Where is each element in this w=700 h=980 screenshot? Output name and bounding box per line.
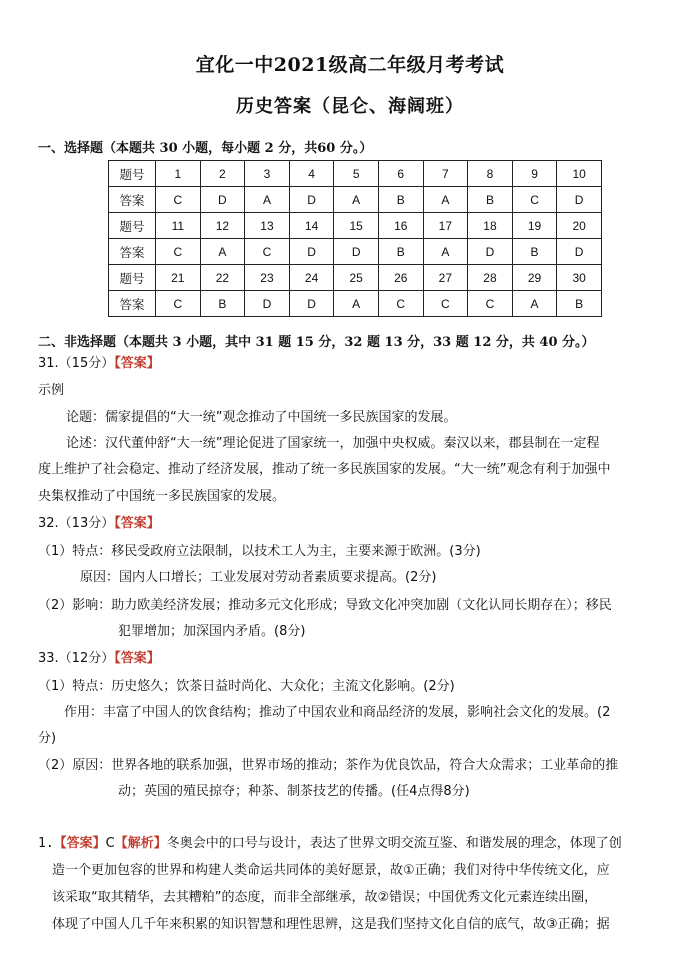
answer-cell: D (557, 239, 602, 265)
explanation-1-line-4: 体现了中国人几千年来积累的知识智慧和理性思辨，这是我们坚持文化自信的底气，故③正确；据 (52, 917, 610, 932)
q32-line-4: 犯罪增加；加深国内矛盾。(8分) (118, 624, 306, 639)
answer-cell: A (423, 187, 468, 213)
answer-cell: D (245, 291, 290, 317)
answer-cell: B (200, 291, 245, 317)
explanation-1-line-2: 造一个更加包容的世界和构建人类命运共同体的美好愿景，故①正确；我们对待中华传统文化，应 (52, 863, 610, 878)
q31-example-label: 示例 (38, 383, 65, 398)
question-number-cell: 7 (423, 161, 468, 187)
section-heading-choice: 一、选择题（本题共 30 小题，每小题 2 分，共60 分。） (38, 141, 373, 156)
table-row-question-numbers (109, 265, 602, 291)
answer-cell: A (334, 187, 379, 213)
answer-cell: C (156, 187, 201, 213)
question-number-cell: 23 (245, 265, 290, 291)
question-number-cell: 3 (245, 161, 290, 187)
question-number-cell: 16 (378, 213, 423, 239)
answer-cell: C (423, 291, 468, 317)
q32-line-3: （2）影响：助力欧美经济发展；推动多元文化形成；导致文化冲突加剧（文化认同长期存在）；移民 (38, 598, 612, 613)
q31-heading: 31.（15分）【答案】 (38, 356, 160, 371)
q31-line-1: 论题：儒家提倡的“大一统”观念推动了中国统一多民族国家的发展。 (66, 410, 457, 425)
question-number-cell: 21 (156, 265, 201, 291)
answer-cell: D (200, 187, 245, 213)
answer-cell: C (245, 239, 290, 265)
row-label-answer: 答案 (109, 291, 156, 317)
answer-cell: C (512, 187, 557, 213)
answer-cell: A (334, 291, 379, 317)
q31-line-3: 度上维护了社会稳定、推动了经济发展，推动了统一多民族国家的发展。“大一统”观念有利于加强中 (38, 462, 611, 477)
question-number-cell: 6 (378, 161, 423, 187)
q33-line-2: 作用：丰富了中国人的饮食结构；推动了中国农业和商品经济的发展，影响社会文化的发展。(2 (64, 705, 611, 720)
document-subtitle: 历史答案（昆仑、海阔班） (236, 96, 464, 117)
answer-cell: D (289, 239, 334, 265)
q33-line-1: （1）特点：历史悠久；饮茶日益时尚化、大众化；主流文化影响。(2分) (38, 679, 455, 694)
question-number-cell: 5 (334, 161, 379, 187)
question-number-cell: 19 (512, 213, 557, 239)
answer-cell: C (156, 239, 201, 265)
row-label-question: 题号 (109, 161, 156, 187)
q32-line-2: 原因：国内人口增长；工业发展对劳动者素质要求提高。(2分) (80, 570, 437, 585)
q33-heading: 33.（12分）【答案】 (38, 651, 160, 666)
question-number-cell: 20 (557, 213, 602, 239)
table-row-question-numbers (109, 213, 602, 239)
answer-tag: 【答案】 (114, 516, 160, 531)
answer-cell: B (468, 187, 513, 213)
answer-cell: C (468, 291, 513, 317)
q31-line-4: 央集权推动了中国统一多民族国家的发展。 (38, 489, 286, 504)
analysis-tag: 【解析】 (114, 836, 167, 851)
answer-cell: C (378, 291, 423, 317)
question-number-cell: 17 (423, 213, 468, 239)
answer-cell: A (200, 239, 245, 265)
question-number-cell: 27 (423, 265, 468, 291)
table-row-answers (109, 291, 602, 317)
answer-cell: D (468, 239, 513, 265)
row-label-answer: 答案 (109, 187, 156, 213)
answer-cell: A (423, 239, 468, 265)
answer-cell: D (334, 239, 379, 265)
table-row-question-numbers (109, 161, 602, 187)
question-number-cell: 22 (200, 265, 245, 291)
question-number-cell: 18 (468, 213, 513, 239)
question-number-cell: 12 (200, 213, 245, 239)
table-row-answers (109, 187, 602, 213)
question-number-cell: 25 (334, 265, 379, 291)
answer-table (108, 160, 602, 317)
answer-cell: B (378, 239, 423, 265)
q33-line-4: （2）原因：世界各地的联系加强，世界市场的推动；茶作为优良饮品，符合大众需求；工业革命的推 (38, 758, 619, 773)
question-number-cell: 11 (156, 213, 201, 239)
row-label-answer: 答案 (109, 239, 156, 265)
question-number-cell: 24 (289, 265, 334, 291)
answer-cell: D (557, 187, 602, 213)
q31-line-2: 论述：汉代董仲舒“大一统”理论促进了国家统一，加强中央权威。秦汉以来，郡县制在一定程 (66, 436, 600, 451)
answer-cell: D (289, 187, 334, 213)
q33-line-5: 动；英国的殖民掠夺；种茶、制茶技艺的传播。(任4点得8分) (118, 784, 470, 799)
q32-line-1: （1）特点：移民受政府立法限制，以技术工人为主，主要来源于欧洲。(3分) (38, 544, 481, 559)
question-number-cell: 9 (512, 161, 557, 187)
answer-cell: A (512, 291, 557, 317)
row-label-question: 题号 (109, 265, 156, 291)
q32-heading: 32.（13分）【答案】 (38, 516, 160, 531)
question-number-cell: 13 (245, 213, 290, 239)
explanation-1-answer: C (105, 836, 115, 851)
answer-cell: B (557, 291, 602, 317)
answer-tag: 【答案】 (114, 356, 160, 371)
question-number-cell: 8 (468, 161, 513, 187)
answer-tag: 【答案】 (53, 836, 106, 851)
question-number-cell: 2 (200, 161, 245, 187)
question-number-cell: 15 (334, 213, 379, 239)
question-number-cell: 28 (468, 265, 513, 291)
question-number-cell: 1 (156, 161, 201, 187)
explanation-1-line-3: 该采取“取其精华，去其糟粕”的态度，而非全部继承，故②错误；中国优秀文化元素连续出圈， (52, 890, 598, 905)
question-number-cell: 29 (512, 265, 557, 291)
answer-tag: 【答案】 (114, 651, 160, 666)
question-number-cell: 10 (557, 161, 602, 187)
explanation-1-line-1: 1.【答案】C【解析】冬奥会中的口号与设计，表达了世界文明交流互鉴、和谐发展的理念，体现了创 (38, 836, 622, 851)
table-row-answers (109, 239, 602, 265)
q33-line-3: 分) (38, 731, 57, 746)
row-label-question: 题号 (109, 213, 156, 239)
document-title: 宜化一中2021级高二年级月考考试 (195, 54, 505, 76)
answer-cell: D (289, 291, 334, 317)
question-number-cell: 4 (289, 161, 334, 187)
answer-cell: A (245, 187, 290, 213)
answer-cell: B (378, 187, 423, 213)
question-number-cell: 14 (289, 213, 334, 239)
section-heading-nonchoice: 二、非选择题（本题共 3 小题，其中 31 题 15 分，32 题 13 分，33 题 12 分，共 40 分。） (38, 335, 595, 350)
answer-cell: C (156, 291, 201, 317)
question-number-cell: 30 (557, 265, 602, 291)
question-number-cell: 26 (378, 265, 423, 291)
answer-cell: B (512, 239, 557, 265)
